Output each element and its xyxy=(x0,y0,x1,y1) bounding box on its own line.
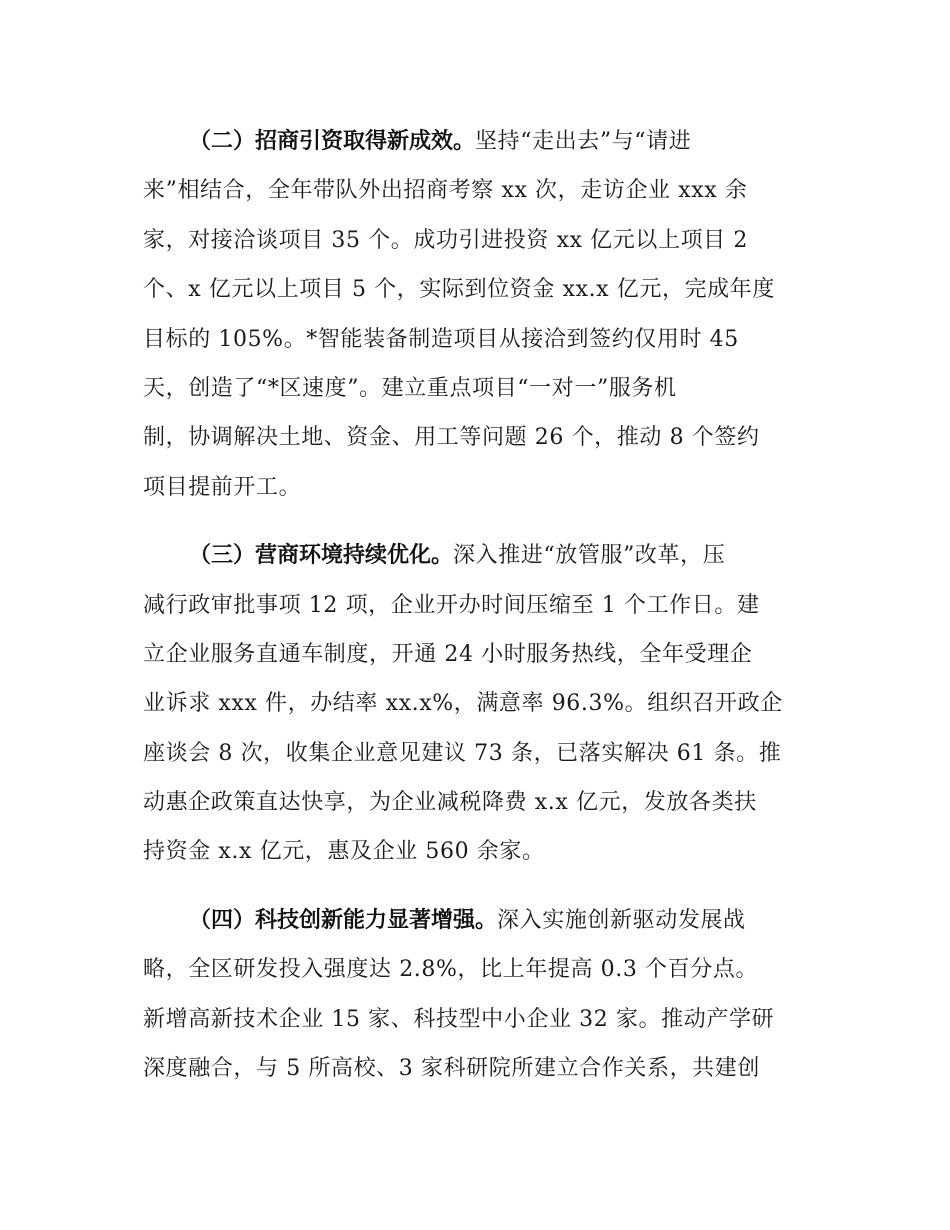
paragraph-spacing xyxy=(143,519,815,538)
section-heading: （四）科技创新能力显著增强。 xyxy=(189,907,498,933)
body-line: 座谈会 8 次，收集企业意见建议 73 条，已落实解决 61 条。推 xyxy=(143,740,782,766)
paragraph-first-line xyxy=(143,903,815,952)
section-heading: （三）营商环境持续优化。 xyxy=(189,543,454,569)
body-line: 来”相结合，全年带队外出招商考察 xx 次，走访企业 xxx 余 xyxy=(143,178,748,204)
body-line: 新增高新技术企业 15 家、科技型中小企业 32 家。推动产学研 xyxy=(143,1006,775,1032)
paragraph-first-line xyxy=(143,538,815,587)
paragraph-spacing xyxy=(143,884,815,903)
body-text: 坚持“走出去”与“请进 xyxy=(475,129,692,154)
body-line: 略，全区研发投入强度达 2.8%，比上年提高 0.3 个百分点。 xyxy=(143,957,759,983)
document-page xyxy=(143,124,815,1100)
paragraph-first-line xyxy=(143,124,815,173)
paragraph-business-environment xyxy=(143,538,815,884)
body-line: 目标的 105%。*智能装备制造项目从接洽到签约仅用时 45 xyxy=(143,326,739,352)
body-text: 深入推进“放管服”改革，压 xyxy=(453,543,726,569)
body-line: 家，对接洽谈项目 35 个。成功引进投资 xx 亿元以上项目 2 xyxy=(143,227,748,253)
paragraph-investment-promotion xyxy=(143,124,815,519)
body-line: 立企业服务直通车制度，开通 24 小时服务热线，全年受理企 xyxy=(143,641,753,667)
body-line: 深度融合，与 5 所高校、3 家科研院所建立合作关系，共建创 xyxy=(143,1056,760,1082)
body-line: 减行政审批事项 12 项，企业开办时间压缩至 1 个工作日。建 xyxy=(143,592,760,618)
section-heading: （二）招商引资取得新成效。 xyxy=(189,129,476,154)
body-line: 制，协调解决土地、资金、用工等问题 26 个，推动 8 个签约 xyxy=(143,425,760,451)
body-line: 持资金 x.x 亿元，惠及企业 560 余家。 xyxy=(143,839,545,865)
body-line: 个、x 亿元以上项目 5 个，实际到位资金 xx.x 亿元，完成年度 xyxy=(143,277,775,303)
paragraph-tech-innovation xyxy=(143,903,815,1101)
body-line: 业诉求 xxx 件，办结率 xx.x%，满意率 96.3%。组织召开政企 xyxy=(143,691,783,717)
body-line: 动惠企政策直达快享，为企业减税降费 x.x 亿元，发放各类扶 xyxy=(143,790,757,816)
body-line: 天，创造了“*区速度”。建立重点项目“一对一”服务机 xyxy=(143,375,677,401)
body-text: 深入实施创新驱动发展战 xyxy=(497,907,746,933)
body-line: 项目提前开工。 xyxy=(143,474,302,500)
